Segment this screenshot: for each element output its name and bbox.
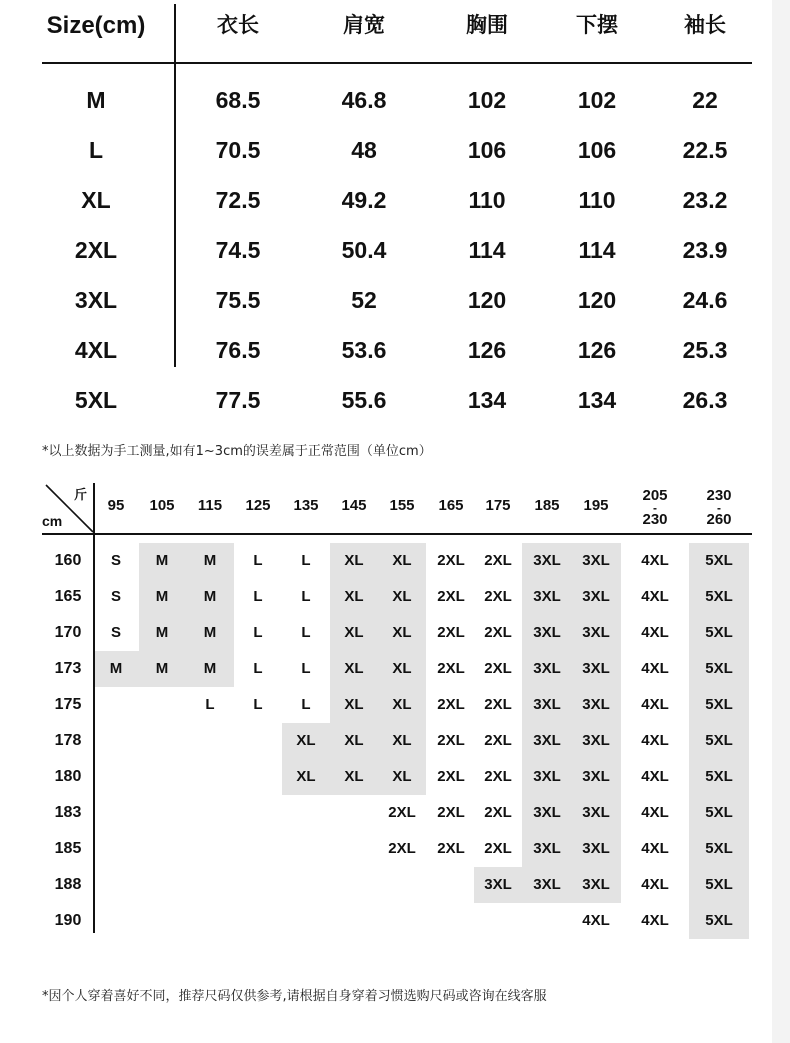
weight-header xyxy=(186,497,234,515)
recommended-size-cell: 3XL xyxy=(533,624,561,641)
weight-header xyxy=(92,497,140,515)
recommended-size-cell: 3XL xyxy=(582,660,610,677)
recommended-size-cell: 2XL xyxy=(437,552,465,569)
recommended-size-cell: 4XL xyxy=(641,804,669,821)
column-header: 衣长 xyxy=(217,14,259,37)
recommended-size-cell: XL xyxy=(392,552,412,569)
measurement-cell: 114 xyxy=(468,237,506,263)
recommended-size-cell: S xyxy=(110,588,121,605)
measurement-cell: 134 xyxy=(577,387,617,413)
recommended-size-cell: M xyxy=(203,588,217,605)
recommended-size-cell: 3XL xyxy=(582,840,610,857)
height-label: 178 xyxy=(54,732,82,749)
measurement-cell: 126 xyxy=(467,337,507,363)
recommended-size-cell: 2XL xyxy=(437,732,465,749)
recommended-size-cell: XL xyxy=(392,624,412,641)
measurement-cell: 114 xyxy=(578,237,616,263)
recommended-size-cell: 3XL xyxy=(582,624,610,641)
recommended-size-cell: L xyxy=(301,552,311,569)
size-column-header: Size(cm) xyxy=(46,12,146,39)
measurement-cell: 22.5 xyxy=(682,137,728,163)
recommended-size-cell: 2XL xyxy=(437,696,465,713)
recommended-size-cell: 5XL xyxy=(705,876,733,893)
recommended-size-cell: M xyxy=(109,660,123,677)
recommended-size-cell: S xyxy=(110,552,121,569)
recommended-size-cell: XL xyxy=(344,768,364,785)
recommended-size-cell: XL xyxy=(344,588,364,605)
weight-range-separator: - xyxy=(653,501,657,515)
recommended-size-cell: L xyxy=(301,588,311,605)
height-label: 188 xyxy=(54,876,82,893)
recommended-size-cell: 5XL xyxy=(705,840,733,857)
recommended-size-cell: 3XL xyxy=(582,588,610,605)
weight-value: 155 xyxy=(389,497,415,514)
measurement-cell: 102 xyxy=(467,87,507,113)
recommended-size-cell: M xyxy=(155,588,169,605)
weight-value: 175 xyxy=(485,497,511,514)
recommended-size-cell: 4XL xyxy=(582,912,610,929)
recommended-size-cell: 2XL xyxy=(437,840,465,857)
weight-value: 125 xyxy=(245,497,271,514)
measurement-cell: 126 xyxy=(577,337,617,363)
height-unit-label: cm xyxy=(42,513,63,529)
recommended-size-cell: L xyxy=(253,624,263,641)
recommended-size-cell: 3XL xyxy=(533,840,561,857)
recommended-size-cell: 3XL xyxy=(533,696,561,713)
recommended-size-cell: 4XL xyxy=(641,912,669,929)
recommended-size-cell: XL xyxy=(296,768,316,785)
grid-divider-horizontal xyxy=(42,533,752,535)
recommended-size-cell: 2XL xyxy=(388,804,416,821)
recommended-size-cell: 4XL xyxy=(641,588,669,605)
recommended-size-cell: L xyxy=(301,624,311,641)
measurement-cell: 53.6 xyxy=(341,337,387,363)
recommended-size-cell: L xyxy=(253,660,263,677)
recommended-size-cell: 3XL xyxy=(582,696,610,713)
height-label: 165 xyxy=(54,588,82,605)
height-label: 173 xyxy=(54,660,82,677)
recommended-size-cell: 5XL xyxy=(705,768,733,785)
measurement-cell: 46.8 xyxy=(341,87,387,113)
measurement-cell: 23.2 xyxy=(682,187,728,213)
recommended-size-cell: 5XL xyxy=(705,552,733,569)
recommended-size-cell: L xyxy=(205,696,215,713)
measurement-cell: 48 xyxy=(351,137,377,163)
recommended-size-cell: XL xyxy=(344,696,364,713)
weight-header xyxy=(427,497,475,515)
fit-note: *因个人穿着喜好不同，推荐尺码仅供参考,请根据自身穿着习惯选购尺码或咨询在线客服 xyxy=(42,989,547,1004)
measurement-cell: 55.6 xyxy=(341,387,387,413)
recommended-size-cell: 2XL xyxy=(484,804,512,821)
column-header: 胸围 xyxy=(466,14,508,37)
recommended-size-cell: 2XL xyxy=(437,660,465,677)
weight-header xyxy=(282,497,330,515)
measurement-cell: 110 xyxy=(578,187,616,213)
recommended-size-cell: 4XL xyxy=(641,660,669,677)
size-label: 2XL xyxy=(74,237,118,263)
recommended-size-cell: XL xyxy=(296,732,316,749)
measurement-cell: 120 xyxy=(577,287,617,313)
recommended-size-cell: XL xyxy=(344,732,364,749)
recommended-size-cell: 2XL xyxy=(484,768,512,785)
size-label: L xyxy=(88,137,104,163)
measurement-cell: 72.5 xyxy=(215,187,261,213)
measurement-cell: 70.5 xyxy=(215,137,261,163)
recommended-size-cell: 3XL xyxy=(533,804,561,821)
recommended-size-cell: 3XL xyxy=(533,768,561,785)
size-label: 5XL xyxy=(74,387,118,413)
table-divider-horizontal xyxy=(42,62,752,64)
height-label: 185 xyxy=(54,840,82,857)
measurement-cell: 26.3 xyxy=(682,387,728,413)
recommended-size-cell: 3XL xyxy=(582,768,610,785)
recommended-size-cell: 2XL xyxy=(484,552,512,569)
recommended-size-cell: XL xyxy=(392,768,412,785)
weight-header xyxy=(138,497,186,515)
recommended-size-cell: 3XL xyxy=(582,732,610,749)
weight-header xyxy=(330,497,378,515)
weight-value: 165 xyxy=(438,497,464,514)
weight-value: 95 xyxy=(107,497,125,514)
measurement-cell: 110 xyxy=(468,187,506,213)
size-label: M xyxy=(86,87,106,113)
measurement-cell: 22 xyxy=(692,87,718,113)
measurement-cell: 134 xyxy=(467,387,507,413)
size-label: 4XL xyxy=(74,337,118,363)
recommended-size-cell: 3XL xyxy=(533,660,561,677)
recommended-size-cell: 2XL xyxy=(437,768,465,785)
recommended-size-cell: S xyxy=(110,624,121,641)
weight-header xyxy=(234,497,282,515)
recommended-size-cell: 5XL xyxy=(705,588,733,605)
measurement-cell: 120 xyxy=(467,287,507,313)
weight-value: 135 xyxy=(293,497,319,514)
weight-value: 185 xyxy=(534,497,560,514)
recommended-size-cell: L xyxy=(253,588,263,605)
measurement-cell: 77.5 xyxy=(215,387,261,413)
measurement-cell: 24.6 xyxy=(682,287,728,313)
recommended-size-cell: XL xyxy=(344,552,364,569)
recommended-size-cell: 4XL xyxy=(641,696,669,713)
height-label: 183 xyxy=(54,804,82,821)
recommended-size-cell: 3XL xyxy=(533,732,561,749)
weight-header xyxy=(572,497,620,515)
size-label: XL xyxy=(81,187,111,213)
measurement-cell: 68.5 xyxy=(215,87,261,113)
recommended-size-cell: 4XL xyxy=(641,768,669,785)
recommended-size-cell: L xyxy=(253,696,263,713)
size-label: 3XL xyxy=(74,287,118,313)
weight-unit-label: 斤 xyxy=(74,487,88,502)
weight-header xyxy=(474,497,522,515)
weight-value: 205 xyxy=(642,487,668,504)
recommended-size-cell: 4XL xyxy=(641,552,669,569)
weight-value: 145 xyxy=(341,497,367,514)
recommended-size-cell: 5XL xyxy=(705,660,733,677)
recommended-size-cell: L xyxy=(301,696,311,713)
measurement-cell: 106 xyxy=(577,137,617,163)
recommended-size-cell: 5XL xyxy=(705,912,733,929)
recommended-size-cell: XL xyxy=(392,732,412,749)
recommended-size-cell: 3XL xyxy=(582,876,610,893)
recommended-size-cell: M xyxy=(203,624,217,641)
weight-value: 195 xyxy=(583,497,609,514)
weight-header xyxy=(523,497,571,515)
measurement-cell: 74.5 xyxy=(215,237,261,263)
recommended-size-cell: L xyxy=(301,660,311,677)
measurement-cell: 76.5 xyxy=(215,337,261,363)
recommended-size-cell: 2XL xyxy=(437,804,465,821)
recommended-size-cell: 3XL xyxy=(582,804,610,821)
recommended-size-cell: 3XL xyxy=(484,876,512,893)
recommended-size-cell: 2XL xyxy=(484,588,512,605)
recommended-size-cell: M xyxy=(203,552,217,569)
recommended-size-cell: 3XL xyxy=(582,552,610,569)
measurement-cell: 106 xyxy=(467,137,507,163)
recommended-size-cell: M xyxy=(155,660,169,677)
recommended-size-cell: XL xyxy=(344,624,364,641)
weight-header xyxy=(631,487,679,529)
measurement-cell: 23.9 xyxy=(682,237,728,263)
weight-range-separator: - xyxy=(717,501,721,515)
measurement-cell: 25.3 xyxy=(682,337,728,363)
recommended-size-cell: 5XL xyxy=(705,732,733,749)
page-edge xyxy=(772,0,790,1043)
weight-value: 230 xyxy=(642,511,668,528)
height-label: 170 xyxy=(54,624,82,641)
recommended-size-cell: 4XL xyxy=(641,876,669,893)
recommended-size-cell: XL xyxy=(392,696,412,713)
recommended-size-cell: 2XL xyxy=(388,840,416,857)
recommended-size-cell: 4XL xyxy=(641,840,669,857)
recommended-size-cell: L xyxy=(253,552,263,569)
weight-value: 230 xyxy=(706,487,732,504)
column-header: 袖长 xyxy=(684,14,726,37)
column-header: 下摆 xyxy=(576,14,618,37)
recommended-size-cell: M xyxy=(155,552,169,569)
recommended-size-cell: XL xyxy=(392,660,412,677)
measurement-cell: 75.5 xyxy=(215,287,261,313)
recommended-size-cell: 2XL xyxy=(437,588,465,605)
recommended-size-cell: XL xyxy=(392,588,412,605)
recommended-size-cell: 2XL xyxy=(484,624,512,641)
recommended-size-cell: 5XL xyxy=(705,624,733,641)
height-label: 175 xyxy=(54,696,82,713)
recommended-size-cell: 2XL xyxy=(484,696,512,713)
measurement-table xyxy=(0,0,772,440)
height-label: 190 xyxy=(54,912,82,929)
measurement-note: *以上数据为手工测量,如有1~3cm的误差属于正常范围（单位cm） xyxy=(42,444,432,459)
size-recommendation-grid xyxy=(0,475,772,945)
recommended-size-cell: M xyxy=(203,660,217,677)
recommended-size-cell: 2XL xyxy=(484,840,512,857)
recommended-size-cell: XL xyxy=(344,660,364,677)
column-header: 肩宽 xyxy=(343,14,385,37)
recommended-size-cell: 4XL xyxy=(641,732,669,749)
recommended-size-cell: 3XL xyxy=(533,588,561,605)
recommended-size-cell: 3XL xyxy=(533,552,561,569)
weight-header xyxy=(695,487,743,529)
recommended-size-cell: 5XL xyxy=(705,804,733,821)
height-label: 180 xyxy=(54,768,82,785)
measurement-cell: 49.2 xyxy=(341,187,387,213)
recommended-size-cell: 5XL xyxy=(705,696,733,713)
weight-value: 105 xyxy=(149,497,175,514)
weight-header xyxy=(378,497,426,515)
height-label: 160 xyxy=(54,552,82,569)
measurement-cell: 50.4 xyxy=(341,237,387,263)
measurement-cell: 52 xyxy=(351,287,377,313)
recommended-size-cell: 3XL xyxy=(533,876,561,893)
recommended-size-cell: M xyxy=(155,624,169,641)
weight-value: 115 xyxy=(197,497,223,514)
recommended-size-cell: 4XL xyxy=(641,624,669,641)
recommended-size-cell: 2XL xyxy=(484,732,512,749)
table-divider-vertical xyxy=(174,4,176,367)
measurement-cell: 102 xyxy=(577,87,617,113)
recommended-size-cell: 2XL xyxy=(437,624,465,641)
recommended-size-cell: 2XL xyxy=(484,660,512,677)
weight-value: 260 xyxy=(706,511,732,528)
